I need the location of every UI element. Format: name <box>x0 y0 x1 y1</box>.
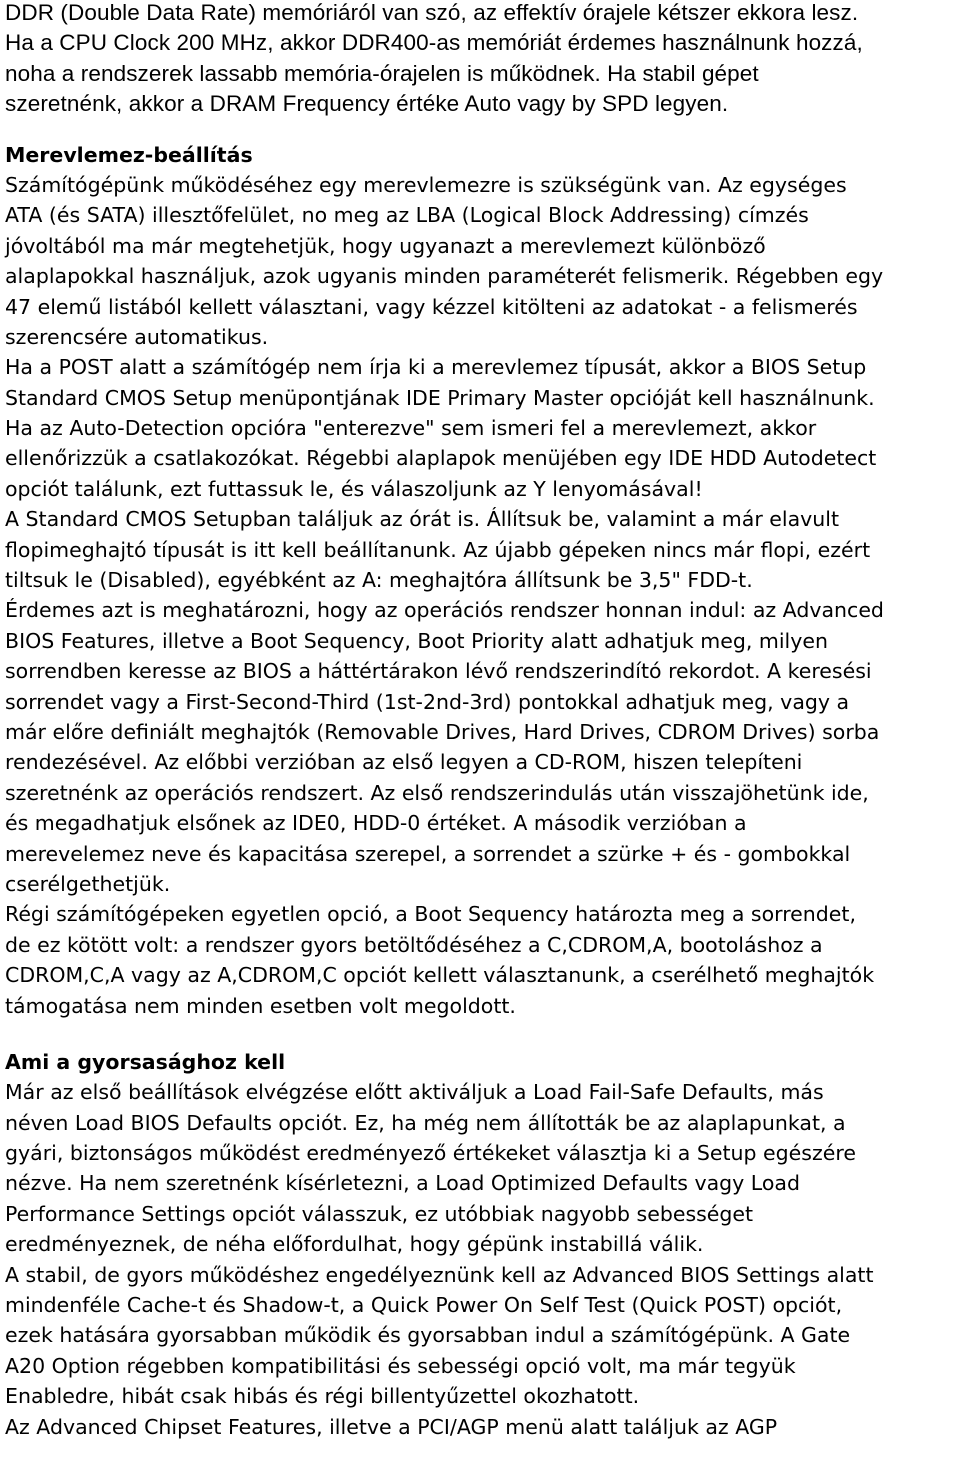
text-line: szeretnénk, akkor a DRAM Frequency értéke Auto vagy by SPD legyen. <box>5 91 729 117</box>
text-line: Ha az Auto-Detection opcióra "enterezve" sem ismeri fel a merevlemezt, akkor <box>5 416 817 441</box>
text-line: ellenőrizzük a csatlakozókat. Régebbi alaplapok menüjében egy IDE HDD Autodetect <box>5 446 877 471</box>
text-line: Standard CMOS Setup menüpontjának IDE Primary Master opcióját kell használnunk. <box>5 385 875 410</box>
text-line: cserélgethetjük. <box>5 871 171 896</box>
text-line: jóvoltából ma már megtehetjük, hogy ugyanazt a merevlemezt különböző <box>5 233 766 258</box>
text-line: Ha a POST alatt a számítógép nem írja ki a merevlemez típusát, akkor a BIOS Setup <box>5 355 867 380</box>
text-line: 47 elemű listából kellett választani, vagy kézzel kitölteni az adatokat - a felismerés <box>5 294 858 319</box>
section-heading: Merevlemez-beállítás <box>5 142 253 167</box>
intro-paragraph <box>5 0 960 120</box>
text-line: Régi számítógépeken egyetlen opció, a Boot Sequency határozta meg a sorrendet, <box>5 902 856 927</box>
section-speed <box>5 1047 960 1442</box>
text-line: DDR (Double Data Rate) memóriáról van szó, az effektív órajele kétszer ekkora lesz. <box>5 0 859 25</box>
text-line: merevelemez neve és kapacitása szerepel, a sorrendet a szürke + és - gombokkal <box>5 841 851 866</box>
text-line: Érdemes azt is meghatározni, hogy az operációs rendszer honnan indul: az Advanced <box>5 598 884 623</box>
text-line: Már az első beállítások elvégzése előtt aktiváljuk a Load Fail-Safe Defaults, más <box>5 1080 824 1105</box>
text-line: támogatása nem minden esetben volt megoldott. <box>5 993 516 1018</box>
text-line: tiltsuk le (Disabled), egyébként az A: meghajtóra állítsunk be 3,5" FDD-t. <box>5 568 753 593</box>
text-line: opciót találunk, ezt futtassuk le, és válaszoljunk az Y lenyomásával! <box>5 476 703 501</box>
text-line: flopimeghajtó típusát is itt kell beállítanunk. Az újabb gépeken nincs már flopi, ezért <box>5 537 871 562</box>
text-line: Számítógépünk működéséhez egy merevlemezre is szükségünk van. Az egységes <box>5 172 847 197</box>
text-line: Enabledre, hibát csak hibás és régi billentyűzettel okozhatott. <box>5 1384 640 1409</box>
text-line: ATA (és SATA) illesztőfelület, no meg az LBA (Logical Block Addressing) címzés <box>5 203 809 228</box>
text-line: és megadhatjuk elsőnek az IDE0, HDD-0 értéket. A második verzióban a <box>5 811 747 836</box>
text-line: sorrendben keresse az BIOS a háttértárakon lévő rendszerindító rekordot. A keresési <box>5 659 872 684</box>
text-line: noha a rendszerek lassabb memória-órajelen is működnek. Ha stabil gépet <box>5 60 759 86</box>
section-heading: Ami a gyorsasághoz kell <box>5 1049 286 1074</box>
text-line: szerencsére automatikus. <box>5 324 269 349</box>
text-line: már előre definiált meghajtók (Removable Drives, Hard Drives, CDROM Drives) sorba <box>5 719 880 744</box>
text-line: szeretnénk az operációs rendszert. Az első rendszerindulás után visszajöhetünk ide, <box>5 780 869 805</box>
text-line: CDROM,C,A vagy az A,CDROM,C opciót kellett választanunk, a cserélhető meghajtók <box>5 963 875 988</box>
text-line: Performance Settings opciót válasszuk, ez utóbbiak nagyobb sebességet <box>5 1201 754 1226</box>
text-line: ezek hatására gyorsabban működik és gyorsabban indul a számítógépünk. A Gate <box>5 1323 851 1348</box>
spacer <box>5 120 960 140</box>
text-line: de ez kötött volt: a rendszer gyors betöltődéséhez a C,CDROM,A, bootoláshoz a <box>5 932 823 957</box>
text-line: mindenféle Cache-t és Shadow-t, a Quick Power On Self Test (Quick POST) opciót, <box>5 1293 843 1318</box>
spacer <box>5 1021 960 1047</box>
text-line: rendezésével. Az előbbi verzióban az első legyen a CD-ROM, hiszen telepíteni <box>5 750 803 775</box>
text-line: eredményeznek, de néha előfordulhat, hogy gépünk instabillá válik. <box>5 1232 704 1257</box>
text-line: néven Load BIOS Defaults opciót. Ez, ha még nem állították be az alaplapunkat, a <box>5 1110 846 1135</box>
text-line: A Standard CMOS Setupban találjuk az órát is. Állítsuk be, valamint a már elavult <box>5 507 840 532</box>
section-hard-disk <box>5 140 960 1021</box>
text-line: sorrendet vagy a First-Second-Third (1st-2nd-3rd) pontokkal adhatjuk meg, vagy a <box>5 689 850 714</box>
text-line: gyári, biztonságos működést eredményező értékeket választja ki a Setup egészére <box>5 1141 856 1166</box>
document-page <box>5 0 960 1442</box>
text-line: alaplapokkal használjuk, azok ugyanis minden paraméterét felismerik. Régebben egy <box>5 264 884 289</box>
text-line: Ha a CPU Clock 200 MHz, akkor DDR400-as memóriát érdemes használnunk hozzá, <box>5 30 863 56</box>
text-line: BIOS Features, illetve a Boot Sequency, Boot Priority alatt adhatjuk meg, milyen <box>5 628 828 653</box>
text-line: A20 Option régebben kompatibilitási és sebességi opció volt, ma már tegyük <box>5 1353 796 1378</box>
text-line: A stabil, de gyors működéshez engedélyeznünk kell az Advanced BIOS Settings alatt <box>5 1262 874 1287</box>
text-line: Az Advanced Chipset Features, illetve a PCI/AGP menü alatt találjuk az AGP <box>5 1414 778 1439</box>
text-line: nézve. Ha nem szeretnénk kísérletezni, a Load Optimized Defaults vagy Load <box>5 1171 800 1196</box>
